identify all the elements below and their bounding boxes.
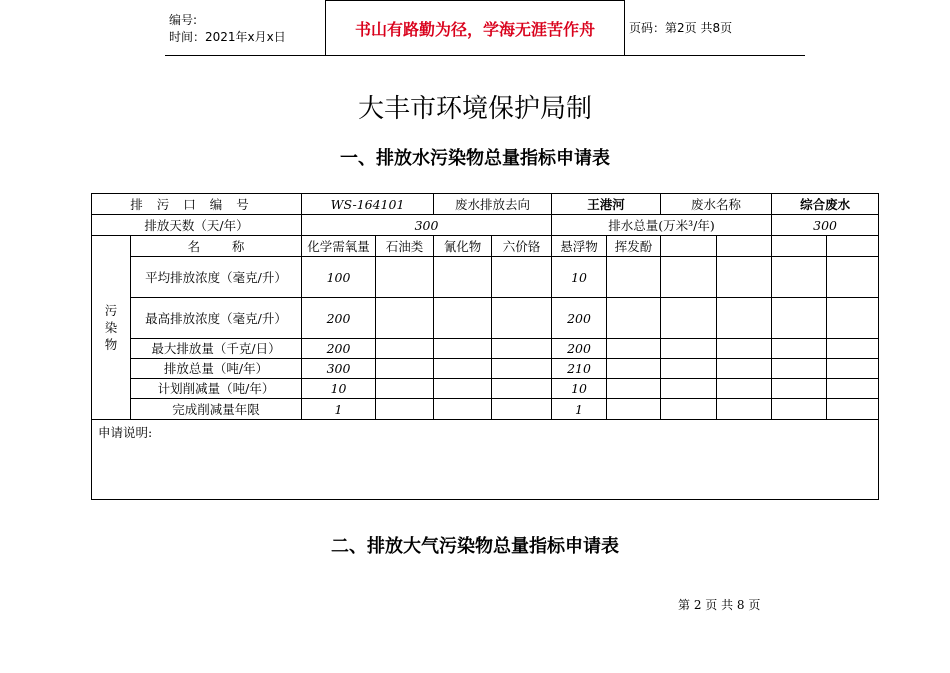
serial-label: 编号: <box>169 12 198 27</box>
cod-value: 200 <box>302 339 376 359</box>
table-row <box>92 298 879 339</box>
ss-value: 200 <box>552 298 607 339</box>
row-label: 最高排放浓度（毫克/升） <box>131 298 302 339</box>
row-label: 排放总量（吨/年） <box>131 359 302 379</box>
section2-title: 二、排放大气污染物总量指标申请表 <box>331 536 619 557</box>
ss-value: 1 <box>552 399 607 420</box>
pollutant-char: 物 <box>104 337 118 352</box>
pollutant-header: 悬浮物 <box>552 236 607 257</box>
table-row <box>92 359 879 379</box>
table-row <box>92 339 879 359</box>
name-column-header: 名 称 <box>131 236 302 257</box>
header-page: 页码：第2页 共8页 <box>625 1 806 56</box>
pollutant-header: 石油类 <box>376 236 434 257</box>
cod-value: 200 <box>302 298 376 339</box>
row-label: 计划削减量（吨/年） <box>131 379 302 399</box>
water-pollutant-table <box>91 193 879 500</box>
cod-value: 300 <box>302 359 376 379</box>
total-label: 排水总量(万米³/年) <box>552 215 772 236</box>
wastewater-name-label: 废水名称 <box>661 194 772 215</box>
cod-value: 100 <box>302 257 376 298</box>
application-note: 申请说明: <box>92 420 879 500</box>
pollutant-char: 污 <box>104 303 118 318</box>
empty-cell <box>827 236 879 257</box>
pollutant-side-label <box>92 236 131 420</box>
pollutant-char: 染 <box>104 320 118 335</box>
pollutant-header: 六价铬 <box>492 236 552 257</box>
table-row <box>92 399 879 420</box>
page-title: 大丰市环境保护局制 <box>357 94 592 124</box>
header-info <box>165 1 326 56</box>
empty-cell <box>661 236 717 257</box>
empty-cell <box>772 236 827 257</box>
pollutant-header: 挥发酚 <box>607 236 661 257</box>
outlet-value: WS-164101 <box>302 194 434 215</box>
header-motto: 书山有路勤为径，学海无涯苦作舟 <box>326 1 625 56</box>
ss-value: 210 <box>552 359 607 379</box>
pollutant-header: 氰化物 <box>434 236 492 257</box>
total-value: 300 <box>772 215 879 236</box>
table-row <box>92 379 879 399</box>
time-label: 时间：2021年x月x日 <box>169 29 286 44</box>
days-value: 300 <box>302 215 552 236</box>
table-row <box>92 257 879 298</box>
direction-label: 废水排放去向 <box>434 194 552 215</box>
row-label: 完成削减量年限 <box>131 399 302 420</box>
section1-title: 一、排放水污染物总量指标申请表 <box>340 148 610 169</box>
empty-cell <box>717 236 772 257</box>
direction-value: 王港河 <box>552 194 661 215</box>
cod-value: 1 <box>302 399 376 420</box>
page-footer: 第 2 页 共 8 页 <box>678 598 761 612</box>
ss-value: 10 <box>552 257 607 298</box>
cod-value: 10 <box>302 379 376 399</box>
row-label: 平均排放浓度（毫克/升） <box>131 257 302 298</box>
days-label: 排放天数（天/年） <box>92 215 302 236</box>
outlet-label: 排污口编号 <box>92 194 302 215</box>
pollutant-header: 化学需氧量 <box>302 236 376 257</box>
wastewater-name-value: 综合废水 <box>772 194 879 215</box>
ss-value: 200 <box>552 339 607 359</box>
page-header <box>165 0 805 56</box>
row-label: 最大排放量（千克/日） <box>131 339 302 359</box>
ss-value: 10 <box>552 379 607 399</box>
